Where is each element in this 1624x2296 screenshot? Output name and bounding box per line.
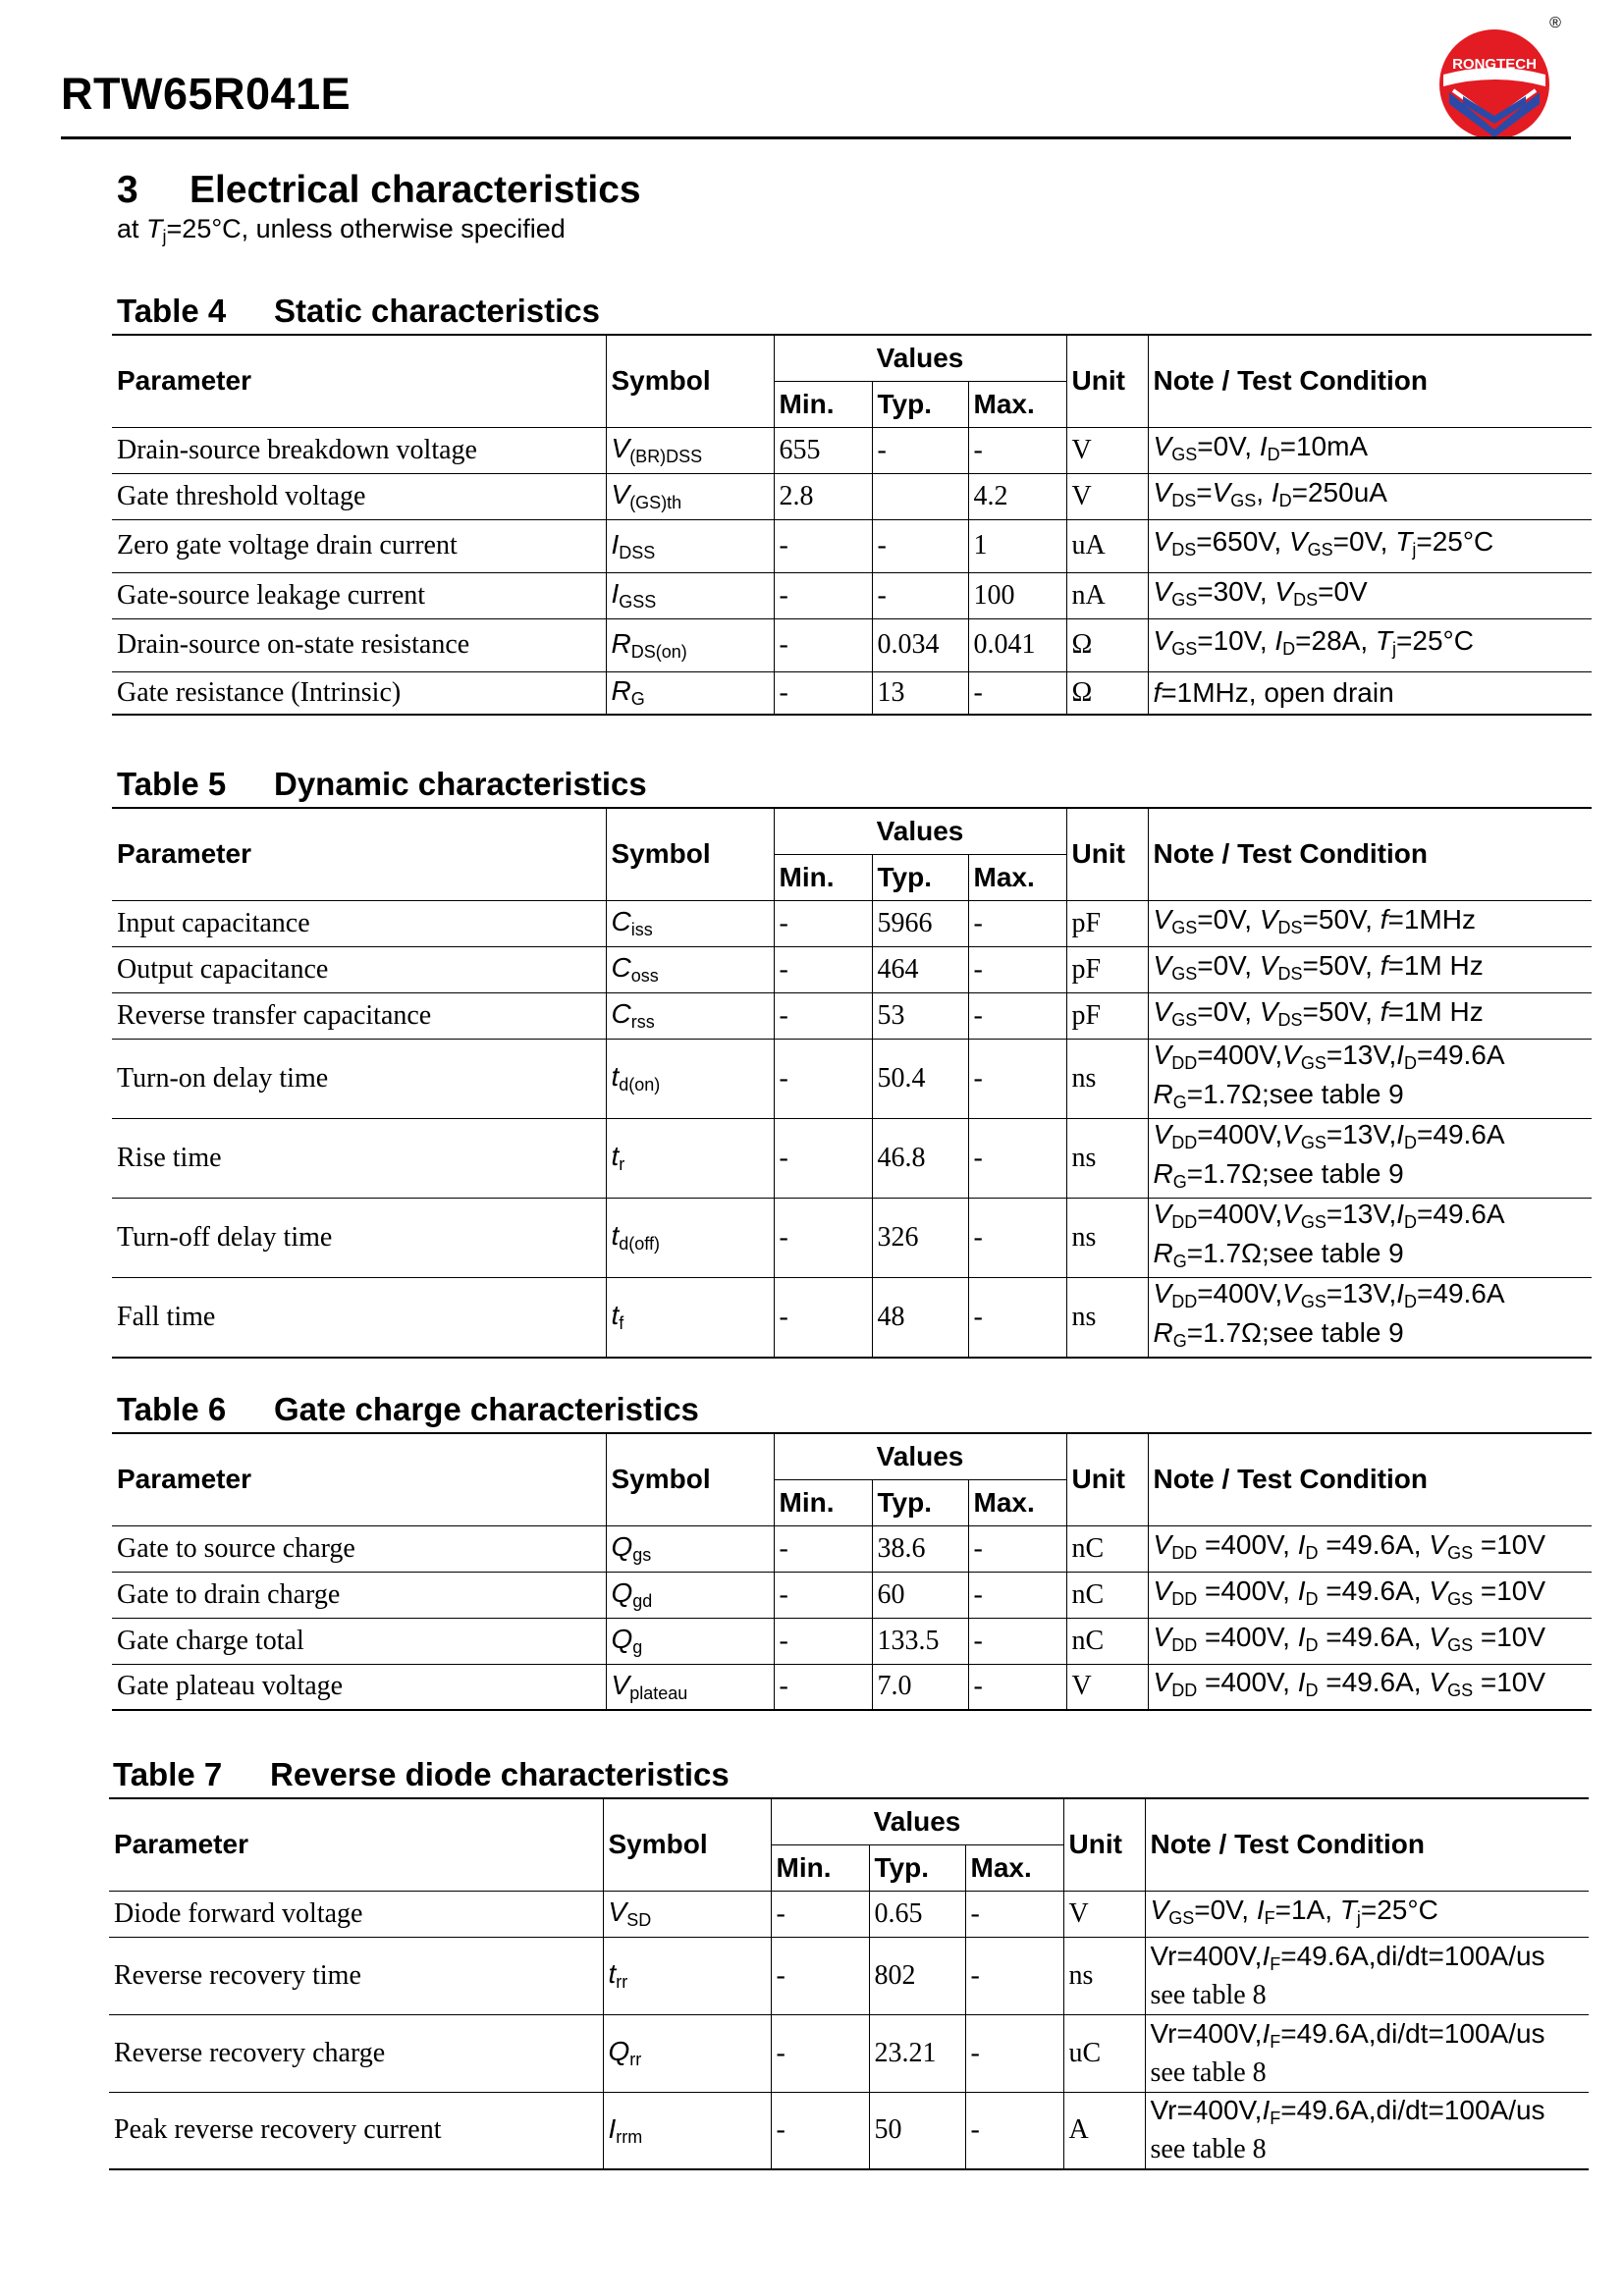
- symbol-subscript: r: [619, 1154, 625, 1174]
- cell-unit: A: [1063, 2092, 1145, 2169]
- cell-unit: V: [1063, 1891, 1145, 1937]
- cell-symbol: [606, 618, 774, 671]
- column-header-unit: Unit: [1063, 1798, 1145, 1891]
- cell-unit: nA: [1066, 572, 1148, 618]
- cell-note: [1148, 1664, 1592, 1710]
- symbol-subscript: GSS: [619, 592, 657, 612]
- note-line: VGS=0V, IF=1A, Tj=25°C: [1150, 1894, 1438, 1928]
- cell-max: -: [968, 1664, 1066, 1710]
- column-header-min: Min.: [771, 1844, 869, 1891]
- cell-typ: 50: [869, 2092, 965, 2169]
- cell-note: [1148, 1572, 1592, 1618]
- logo-text: RONGTECH: [1452, 56, 1537, 73]
- cell-typ: -: [872, 427, 968, 473]
- cell-parameter: Input capacitance: [112, 900, 606, 946]
- table-row: [112, 427, 1592, 473]
- cell-min: 2.8: [774, 473, 872, 519]
- spec-table: [112, 807, 1592, 1359]
- section-subtitle: at Tj=25°C, unless otherwise specified: [117, 214, 566, 246]
- cell-max: -: [968, 1118, 1066, 1198]
- column-header-values: Values: [774, 808, 1066, 854]
- cell-min: -: [774, 1664, 872, 1710]
- note-line: VGS=0V, VDS=50V, f=1M Hz: [1153, 949, 1484, 984]
- column-header-note: Note / Test Condition: [1145, 1798, 1589, 1891]
- cell-min: -: [774, 572, 872, 618]
- column-header-min: Min.: [774, 1479, 872, 1525]
- symbol-main: Q: [611, 1531, 633, 1562]
- cell-symbol: [606, 1572, 774, 1618]
- symbol-main: C: [611, 952, 631, 983]
- cell-max: 1: [968, 519, 1066, 572]
- table-row: [112, 519, 1592, 572]
- cell-note: [1148, 992, 1592, 1039]
- table-row: [112, 1618, 1592, 1664]
- cell-typ: 38.6: [872, 1525, 968, 1572]
- column-header-unit: Unit: [1066, 335, 1148, 427]
- cell-max: 0.041: [968, 618, 1066, 671]
- table-row: [109, 1937, 1589, 2014]
- table-row: [112, 618, 1592, 671]
- column-header-values: Values: [774, 1433, 1066, 1479]
- spec-table: [109, 1797, 1589, 2170]
- table-row: [112, 572, 1592, 618]
- cell-parameter: Drain-source on-state resistance: [112, 618, 606, 671]
- cell-typ: 50.4: [872, 1039, 968, 1118]
- note-line: VGS=0V, VDS=50V, f=1M Hz: [1153, 995, 1484, 1030]
- cell-max: -: [965, 1937, 1063, 2014]
- symbol-subscript: (GS)th: [629, 493, 682, 512]
- symbol-subscript: d(on): [619, 1075, 661, 1095]
- symbol-subscript: DSS: [619, 542, 656, 562]
- note-line: VDS=VGS, ID=250uA: [1153, 476, 1387, 510]
- table-number: Table 7: [113, 1756, 223, 1792]
- column-header-max: Max.: [968, 381, 1066, 427]
- note-line: VDS=650V, VGS=0V, Tj=25°C: [1153, 526, 1494, 560]
- note-line: VGS=0V, ID=10mA: [1153, 430, 1369, 464]
- table-row: [109, 2092, 1589, 2169]
- note-line: see table 8: [1150, 1979, 1267, 2010]
- cell-min: -: [774, 1525, 872, 1572]
- symbol-subscript: oss: [630, 966, 659, 986]
- cell-max: -: [968, 992, 1066, 1039]
- cell-max: 4.2: [968, 473, 1066, 519]
- cell-parameter: Reverse transfer capacitance: [112, 992, 606, 1039]
- symbol-subscript: DS(on): [630, 641, 687, 662]
- cell-note: [1148, 473, 1592, 519]
- symbol-subscript: rr: [629, 2050, 642, 2069]
- symbol-main: I: [611, 528, 620, 560]
- cell-parameter: Drain-source breakdown voltage: [112, 427, 606, 473]
- table-row: [109, 2014, 1589, 2092]
- cell-parameter: Rise time: [112, 1118, 606, 1198]
- table-number: Table 4: [117, 293, 227, 329]
- cell-unit: V: [1066, 473, 1148, 519]
- cell-note: [1148, 519, 1592, 572]
- column-header-symbol: Symbol: [603, 1798, 771, 1891]
- cell-parameter: Reverse recovery charge: [109, 2014, 603, 2092]
- symbol-main: t: [611, 1061, 620, 1092]
- column-header-parameter: Parameter: [112, 335, 606, 427]
- column-header-unit: Unit: [1066, 808, 1148, 900]
- column-header-typ: Typ.: [872, 1479, 968, 1525]
- cell-note: [1148, 1198, 1592, 1277]
- cell-parameter: Gate to drain charge: [112, 1572, 606, 1618]
- table-row: [109, 1891, 1589, 1937]
- symbol-main: Q: [611, 1577, 633, 1608]
- column-header-note: Note / Test Condition: [1148, 335, 1592, 427]
- column-header-values: Values: [771, 1798, 1063, 1844]
- column-header-max: Max.: [968, 854, 1066, 900]
- note-line: VDD =400V, ID =49.6A, VGS =10V: [1153, 1667, 1546, 1701]
- cell-typ: -: [872, 572, 968, 618]
- cell-note: [1148, 427, 1592, 473]
- cell-max: -: [968, 1277, 1066, 1358]
- cell-parameter: Turn-on delay time: [112, 1039, 606, 1118]
- symbol-subscript: SD: [626, 1910, 652, 1930]
- cell-typ: 13: [872, 671, 968, 715]
- cell-typ: 802: [869, 1937, 965, 2014]
- cell-parameter: Gate plateau voltage: [112, 1664, 606, 1710]
- cell-min: -: [774, 1118, 872, 1198]
- cell-min: -: [774, 618, 872, 671]
- note-line: VGS=30V, VDS=0V: [1153, 575, 1368, 610]
- note-line: VGS=10V, ID=28A, Tj=25°C: [1153, 625, 1474, 659]
- cell-note: [1148, 1118, 1592, 1198]
- cell-symbol: [606, 1039, 774, 1118]
- section-number: 3: [117, 169, 138, 211]
- spec-table: [112, 1432, 1592, 1711]
- symbol-main: V: [611, 433, 630, 463]
- symbol-main: I: [608, 2112, 617, 2144]
- cell-unit: pF: [1066, 900, 1148, 946]
- cell-max: -: [968, 900, 1066, 946]
- cell-symbol: [606, 1525, 774, 1572]
- column-header-parameter: Parameter: [112, 808, 606, 900]
- symbol-subscript: rss: [630, 1012, 655, 1032]
- cell-min: -: [774, 1277, 872, 1358]
- cell-unit: nC: [1066, 1525, 1148, 1572]
- cell-typ: 53: [872, 992, 968, 1039]
- cell-typ: [872, 473, 968, 519]
- table-title: Static characteristics: [274, 293, 601, 329]
- cell-symbol: [606, 992, 774, 1039]
- note-line: VDD=400V,VGS=13V,ID=49.6A: [1153, 1277, 1505, 1311]
- cell-note: [1145, 1891, 1589, 1937]
- table-row: [112, 1525, 1592, 1572]
- symbol-main: R: [611, 675, 631, 707]
- table-row: [112, 671, 1592, 715]
- symbol-subscript: g: [632, 1637, 643, 1657]
- section-title: Electrical characteristics: [189, 169, 641, 211]
- cell-note: [1148, 671, 1592, 715]
- note-line: VDD=400V,VGS=13V,ID=49.6A: [1153, 1198, 1505, 1232]
- symbol-subscript: iss: [630, 920, 653, 939]
- note-line: f=1MHz, open drain: [1153, 676, 1394, 708]
- table-title: Reverse diode characteristics: [270, 1756, 730, 1792]
- cell-note: [1148, 1525, 1592, 1572]
- cell-typ: 48: [872, 1277, 968, 1358]
- column-header-typ: Typ.: [872, 854, 968, 900]
- cell-typ: 46.8: [872, 1118, 968, 1198]
- cell-parameter: Output capacitance: [112, 946, 606, 992]
- document-title: RTW65R041E: [61, 69, 352, 119]
- cell-min: -: [771, 1937, 869, 2014]
- cell-unit: ns: [1066, 1277, 1148, 1358]
- note-line: RG=1.7Ω;see table 9: [1153, 1316, 1404, 1351]
- column-header-max: Max.: [968, 1479, 1066, 1525]
- symbol-main: Q: [611, 1624, 633, 1654]
- cell-symbol: [603, 1937, 771, 2014]
- note-line: VDD =400V, ID =49.6A, VGS =10V: [1153, 1575, 1546, 1609]
- column-header-max: Max.: [965, 1844, 1063, 1891]
- cell-typ: 23.21: [869, 2014, 965, 2092]
- cell-typ: 60: [872, 1572, 968, 1618]
- cell-note: [1148, 900, 1592, 946]
- cell-unit: ns: [1066, 1039, 1148, 1118]
- cell-max: -: [965, 1891, 1063, 1937]
- table-number: Table 6: [117, 1391, 227, 1427]
- cell-max: 100: [968, 572, 1066, 618]
- table-row: [112, 473, 1592, 519]
- column-header-symbol: Symbol: [606, 808, 774, 900]
- note-line: Vr=400V,IF=49.6A,di/dt=100A/us: [1150, 1940, 1545, 1974]
- column-header-values: Values: [774, 335, 1066, 381]
- cell-symbol: [603, 2092, 771, 2169]
- symbol-main: t: [611, 1300, 620, 1330]
- cell-symbol: [606, 900, 774, 946]
- cell-symbol: [606, 572, 774, 618]
- cell-note: [1148, 618, 1592, 671]
- cell-unit: V: [1066, 1664, 1148, 1710]
- cell-note: [1148, 1277, 1592, 1358]
- cell-note: [1145, 2014, 1589, 2092]
- cell-typ: 5966: [872, 900, 968, 946]
- cell-symbol: [606, 1118, 774, 1198]
- cell-symbol: [606, 1618, 774, 1664]
- note-line: see table 8: [1150, 2056, 1267, 2088]
- note-line: VDD=400V,VGS=13V,ID=49.6A: [1153, 1039, 1505, 1073]
- table-caption: [117, 766, 647, 803]
- cell-unit: uC: [1063, 2014, 1145, 2092]
- cell-max: -: [968, 1572, 1066, 1618]
- cell-min: 655: [774, 427, 872, 473]
- cell-max: -: [968, 427, 1066, 473]
- note-line: RG=1.7Ω;see table 9: [1153, 1237, 1404, 1271]
- symbol-subscript: G: [630, 689, 645, 710]
- cell-max: -: [968, 671, 1066, 715]
- table-caption: [117, 293, 600, 330]
- table-row: [112, 946, 1592, 992]
- cell-min: -: [774, 519, 872, 572]
- symbol-main: t: [611, 1220, 620, 1251]
- table-number: Table 5: [117, 766, 227, 802]
- cell-symbol: [606, 1277, 774, 1358]
- section-heading: [117, 169, 641, 212]
- note-line: VDD =400V, ID =49.6A, VGS =10V: [1153, 1528, 1546, 1563]
- spec-table: [112, 334, 1592, 716]
- symbol-main: V: [608, 1896, 627, 1927]
- column-header-unit: Unit: [1066, 1433, 1148, 1525]
- symbol-subscript: f: [619, 1313, 624, 1333]
- cell-unit: ns: [1066, 1198, 1148, 1277]
- registered-mark: ®: [1549, 15, 1561, 31]
- cell-parameter: Turn-off delay time: [112, 1198, 606, 1277]
- cell-note: [1148, 946, 1592, 992]
- symbol-subscript: plateau: [629, 1682, 688, 1703]
- symbol-main: Q: [608, 2036, 630, 2066]
- header-rule: [61, 136, 1571, 139]
- rongtech-logo: [1435, 14, 1563, 141]
- column-header-min: Min.: [774, 854, 872, 900]
- cell-symbol: [603, 1891, 771, 1937]
- cell-unit: Ω: [1066, 618, 1148, 671]
- cell-unit: V: [1066, 427, 1148, 473]
- cell-typ: 7.0: [872, 1664, 968, 1710]
- cell-parameter: Diode forward voltage: [109, 1891, 603, 1937]
- column-header-note: Note / Test Condition: [1148, 808, 1592, 900]
- cell-typ: 0.65: [869, 1891, 965, 1937]
- cell-unit: nC: [1066, 1618, 1148, 1664]
- symbol-subscript: rr: [616, 1972, 628, 1992]
- symbol-main: V: [611, 1669, 630, 1700]
- cell-parameter: Peak reverse recovery current: [109, 2092, 603, 2169]
- cell-note: [1148, 572, 1592, 618]
- cell-parameter: Gate to source charge: [112, 1525, 606, 1572]
- cell-symbol: [606, 946, 774, 992]
- cell-note: [1148, 1618, 1592, 1664]
- table-row: [112, 1664, 1592, 1710]
- cell-unit: pF: [1066, 992, 1148, 1039]
- cell-unit: uA: [1066, 519, 1148, 572]
- note-line: Vr=400V,IF=49.6A,di/dt=100A/us: [1150, 2017, 1545, 2052]
- table-caption: [113, 1756, 730, 1793]
- column-header-symbol: Symbol: [606, 335, 774, 427]
- symbol-main: V: [611, 479, 630, 509]
- cell-min: -: [774, 1039, 872, 1118]
- note-line: VGS=0V, VDS=50V, f=1MHz: [1153, 903, 1476, 937]
- symbol-subscript: d(off): [619, 1234, 660, 1254]
- note-line: VDD=400V,VGS=13V,ID=49.6A: [1153, 1118, 1505, 1152]
- symbol-main: I: [611, 578, 620, 609]
- symbol-main: R: [611, 627, 631, 659]
- column-header-typ: Typ.: [869, 1844, 965, 1891]
- cell-unit: Ω: [1066, 671, 1148, 715]
- cell-unit: pF: [1066, 946, 1148, 992]
- cell-note: [1145, 1937, 1589, 2014]
- symbol-main: C: [611, 998, 631, 1029]
- table-caption: [117, 1391, 699, 1428]
- symbol-subscript: (BR)DSS: [629, 447, 703, 466]
- table-row: [112, 1118, 1592, 1198]
- cell-note: [1145, 2092, 1589, 2169]
- cell-unit: nC: [1066, 1572, 1148, 1618]
- cell-max: -: [968, 1039, 1066, 1118]
- symbol-subscript: rrm: [616, 2126, 643, 2147]
- note-line: see table 8: [1150, 2134, 1267, 2165]
- table-title: Dynamic characteristics: [274, 766, 647, 802]
- cell-min: -: [774, 1618, 872, 1664]
- symbol-subscript: gd: [632, 1591, 653, 1611]
- cell-symbol: [606, 671, 774, 715]
- cell-parameter: Zero gate voltage drain current: [112, 519, 606, 572]
- note-line: Vr=400V,IF=49.6A,di/dt=100A/us: [1150, 2095, 1545, 2129]
- note-line: VDD =400V, ID =49.6A, VGS =10V: [1153, 1621, 1546, 1655]
- symbol-main: t: [608, 1958, 617, 1989]
- symbol-subscript: gs: [632, 1545, 652, 1565]
- cell-min: -: [774, 1198, 872, 1277]
- cell-max: -: [968, 946, 1066, 992]
- cell-max: -: [968, 1525, 1066, 1572]
- cell-typ: 464: [872, 946, 968, 992]
- cell-symbol: [606, 473, 774, 519]
- table-row: [112, 900, 1592, 946]
- cell-max: -: [968, 1198, 1066, 1277]
- cell-max: -: [968, 1618, 1066, 1664]
- cell-min: -: [771, 2014, 869, 2092]
- cell-typ: 133.5: [872, 1618, 968, 1664]
- cell-note: [1148, 1039, 1592, 1118]
- cell-min: -: [774, 671, 872, 715]
- cell-symbol: [606, 1664, 774, 1710]
- table-title: Gate charge characteristics: [274, 1391, 699, 1427]
- cell-max: -: [965, 2092, 1063, 2169]
- symbol-main: C: [611, 906, 631, 936]
- column-header-note: Note / Test Condition: [1148, 1433, 1592, 1525]
- cell-parameter: Reverse recovery time: [109, 1937, 603, 2014]
- cell-unit: ns: [1066, 1118, 1148, 1198]
- cell-typ: 0.034: [872, 618, 968, 671]
- note-line: RG=1.7Ω;see table 9: [1153, 1157, 1404, 1192]
- cell-typ: 326: [872, 1198, 968, 1277]
- cell-min: -: [774, 992, 872, 1039]
- cell-parameter: Gate-source leakage current: [112, 572, 606, 618]
- cell-min: -: [774, 946, 872, 992]
- column-header-parameter: Parameter: [112, 1433, 606, 1525]
- note-line: RG=1.7Ω;see table 9: [1153, 1078, 1404, 1112]
- column-header-symbol: Symbol: [606, 1433, 774, 1525]
- column-header-typ: Typ.: [872, 381, 968, 427]
- cell-symbol: [606, 519, 774, 572]
- column-header-min: Min.: [774, 381, 872, 427]
- cell-parameter: Gate resistance (Intrinsic): [112, 671, 606, 715]
- cell-typ: -: [872, 519, 968, 572]
- cell-min: -: [771, 2092, 869, 2169]
- table-row: [112, 1572, 1592, 1618]
- table-row: [112, 1198, 1592, 1277]
- table-row: [112, 1277, 1592, 1358]
- column-header-parameter: Parameter: [109, 1798, 603, 1891]
- cell-symbol: [606, 1198, 774, 1277]
- cell-parameter: Gate charge total: [112, 1618, 606, 1664]
- cell-parameter: Gate threshold voltage: [112, 473, 606, 519]
- cell-min: -: [771, 1891, 869, 1937]
- symbol-main: t: [611, 1141, 620, 1171]
- cell-max: -: [965, 2014, 1063, 2092]
- cell-min: -: [774, 900, 872, 946]
- cell-symbol: [603, 2014, 771, 2092]
- cell-unit: ns: [1063, 1937, 1145, 2014]
- table-row: [112, 1039, 1592, 1118]
- cell-symbol: [606, 427, 774, 473]
- cell-parameter: Fall time: [112, 1277, 606, 1358]
- table-row: [112, 992, 1592, 1039]
- cell-min: -: [774, 1572, 872, 1618]
